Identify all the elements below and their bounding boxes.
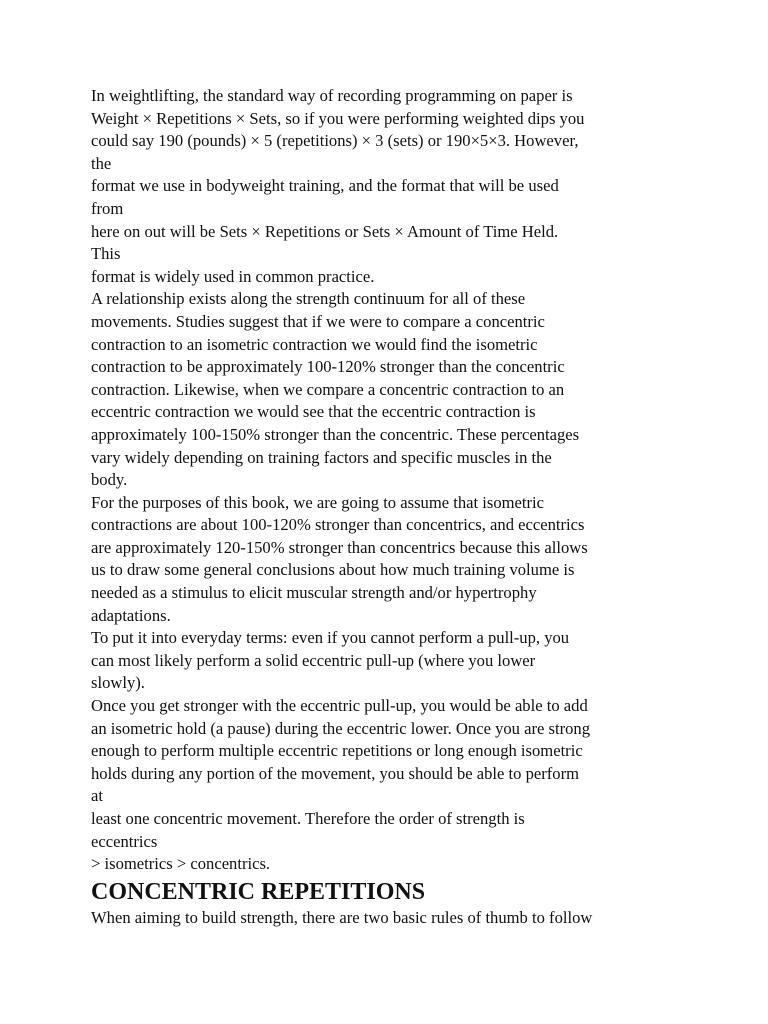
text-line: here on out will be Sets × Repetitions or Sets × Amount of Time Held. bbox=[91, 221, 559, 241]
text-line: Weight × Repetitions × Sets, so if you were performing weighted dips you bbox=[91, 108, 585, 128]
text-line: body. bbox=[91, 470, 128, 490]
text-line: > isometrics > concentrics. bbox=[91, 854, 271, 874]
text-line: This bbox=[91, 244, 121, 264]
text-line: holds during any portion of the movement, you should be able to perform bbox=[91, 763, 580, 783]
document-page bbox=[91, 85, 691, 929]
text-line: movements. Studies suggest that if we were to compare a concentric bbox=[91, 311, 545, 331]
text-line: contraction to be approximately 100-120% stronger than the concentric bbox=[91, 357, 565, 377]
text-line: adaptations. bbox=[91, 605, 171, 625]
text-line: eccentric contraction we would see that the eccentric contraction is bbox=[91, 402, 536, 422]
text-line: eccentrics bbox=[91, 831, 158, 851]
text-line: contractions are about 100-120% stronger than concentrics, and eccentrics bbox=[91, 515, 585, 535]
text-line: format we use in bodyweight training, and the format that will be used bbox=[91, 176, 559, 196]
text-line: format is widely used in common practice. bbox=[91, 266, 375, 286]
text-line: approximately 100-150% stronger than the concentric. These percentages bbox=[91, 424, 580, 444]
text-line: the bbox=[91, 153, 112, 173]
text-line: To put it into everyday terms: even if you cannot perform a pull-up, you bbox=[91, 628, 570, 648]
text-line: at bbox=[91, 786, 103, 806]
text-line: needed as a stimulus to elicit muscular strength and/or hypertrophy bbox=[91, 583, 537, 603]
text-line: For the purposes of this book, we are going to assume that isometric bbox=[91, 492, 545, 512]
text-line: from bbox=[91, 198, 124, 218]
text-line: contraction. Likewise, when we compare a concentric contraction to an bbox=[91, 379, 565, 399]
body-text-after bbox=[91, 907, 691, 930]
text-line: can most likely perform a solid eccentric pull-up (where you lower bbox=[91, 650, 536, 670]
body-text-before bbox=[91, 85, 691, 876]
text-line: least one concentric movement. Therefore the order of strength is bbox=[91, 809, 525, 828]
section-heading: CONCENTRIC REPETITIONS bbox=[91, 878, 426, 905]
text-line: When aiming to build strength, there are two basic rules of thumb to follow bbox=[91, 907, 593, 927]
text-line: A relationship exists along the strength continuum for all of these bbox=[91, 289, 526, 309]
text-line: enough to perform multiple eccentric repetitions or long enough isometric bbox=[91, 741, 583, 761]
text-line: us to draw some general conclusions about how much training volume is bbox=[91, 560, 575, 580]
text-line: contraction to an isometric contraction we would find the isometric bbox=[91, 334, 538, 354]
text-line: In weightlifting, the standard way of recording programming on paper is bbox=[91, 86, 573, 105]
text-line: vary widely depending on training factors and specific muscles in the bbox=[91, 447, 552, 467]
text-line: are approximately 120-150% stronger than concentrics because this allows bbox=[91, 537, 588, 557]
text-line: Once you get stronger with the eccentric pull-up, you would be able to add bbox=[91, 696, 588, 716]
text-line: could say 190 (pounds) × 5 (repetitions) × 3 (sets) or 190×5×3. However, bbox=[91, 131, 579, 151]
text-line: slowly). bbox=[91, 673, 145, 693]
text-line: an isometric hold (a pause) during the eccentric lower. Once you are strong bbox=[91, 718, 591, 738]
